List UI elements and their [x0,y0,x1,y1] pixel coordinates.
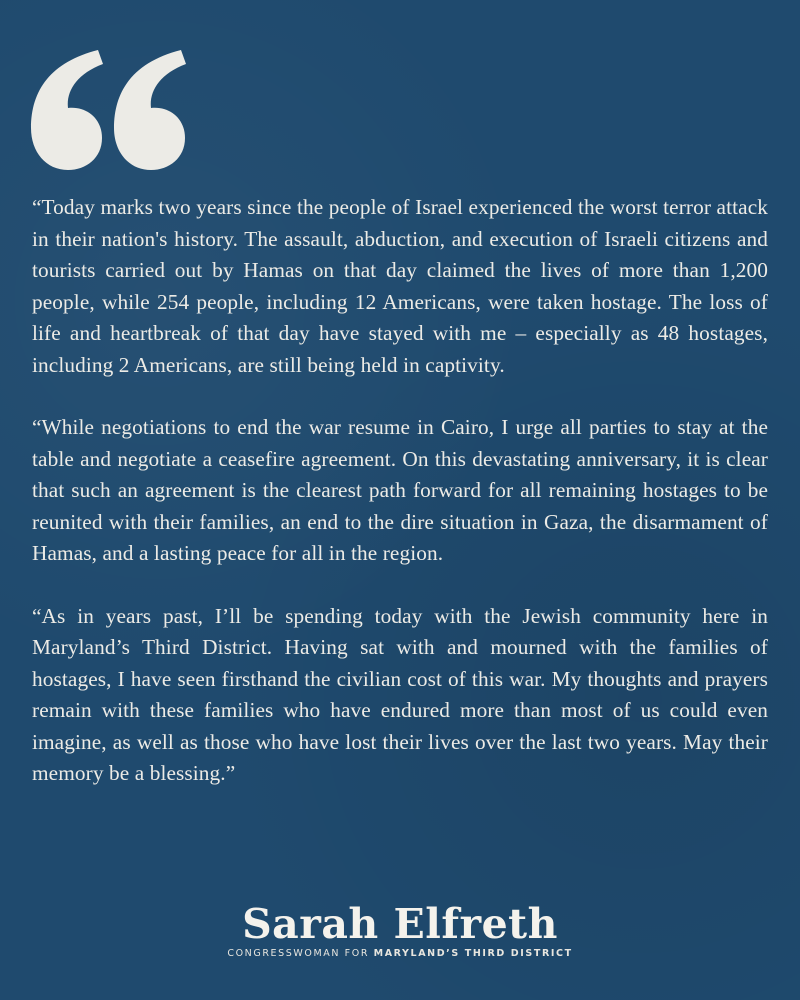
signature-title-emphasis: MARYLAND’S THIRD DISTRICT [373,948,573,959]
statement-body [32,192,768,821]
signature-block [0,900,800,959]
statement-paragraph-1: “Today marks two years since the people of Israel experienced the worst terror attack in their nation's history. The assault, abduction, and execution of Israeli citizens and tourists carried out by Hamas on that day claimed the lives of more than 1,200 people, while 254 people, including 12 Americans, were taken hostage. The loss of life and heartbreak of that day have stayed with me – especially as 48 hostages, including 2 Americans, are still being held in captivity. [32,195,768,377]
statement-paragraph-3: “As in years past, I’ll be spending today with the Jewish community here in Maryland’s Third District. Having sat with and mourned with the families of hostages, I have seen firsthand the civilian cost of this war. My thoughts and prayers remain with these families who have endured more than most of us could even imagine, as well as those who have lost their lives over the last two years. May their memory be a blessing.” [32,603,768,785]
opening-quotation-mark-icon [26,10,196,180]
statement-paragraph-2: “While negotiations to end the war resume in Cairo, I urge all parties to stay at the table and negotiate a ceasefire agreement. On this devastating anniversary, it is clear that such an agreement is the clearest path forward for all remaining hostages to be reunited with their families, an end to the dire situation in Gaza, the disarmament of Hamas, and a lasting peace for all in the region. [32,415,768,565]
signature-name: Sarah Elfreth [242,900,558,948]
signature-title [0,948,800,959]
signature-title-prefix: CONGRESSWOMAN FOR [227,948,374,959]
